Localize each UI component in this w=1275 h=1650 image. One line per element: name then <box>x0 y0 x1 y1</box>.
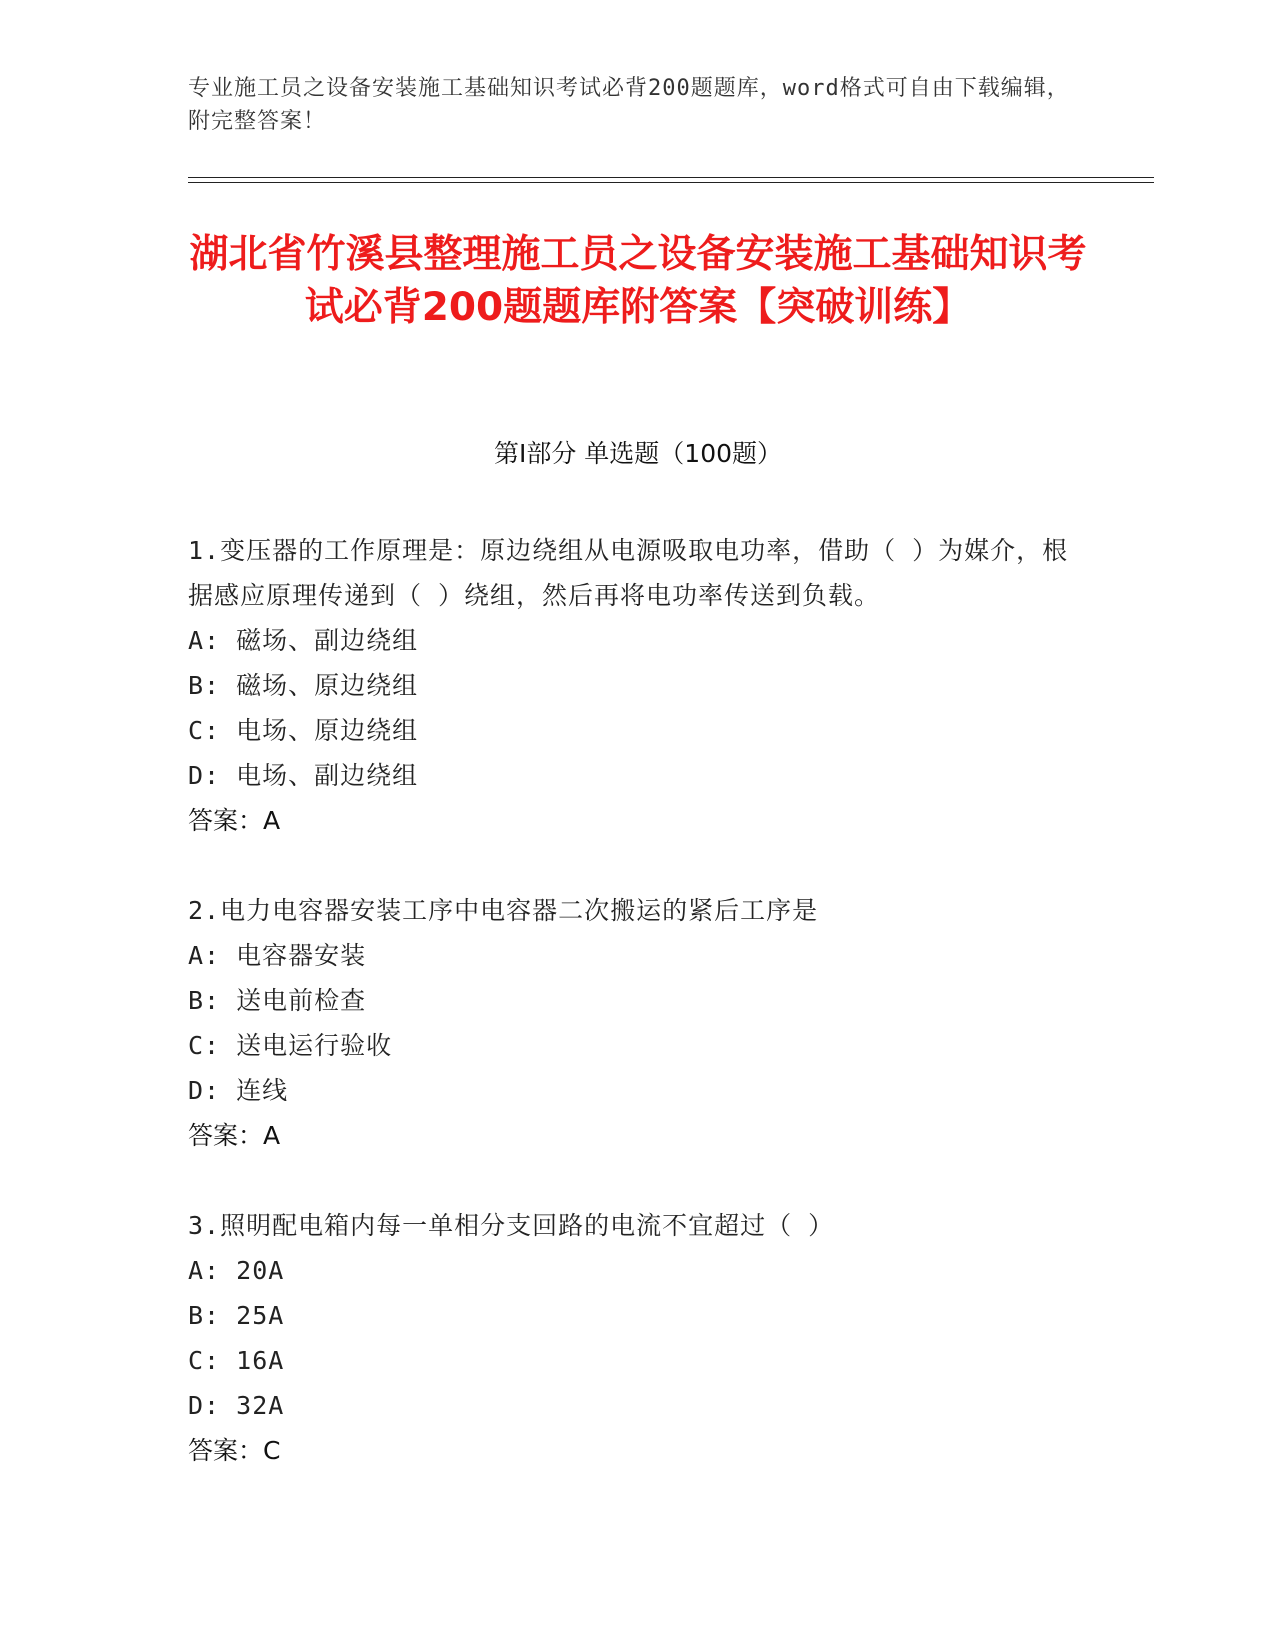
header-note: 专业施工员之设备安装施工基础知识考试必背200题题库，word格式可自由下载编辑，附完整答案！ <box>188 76 1070 134</box>
answer-label: 答案： <box>188 1436 264 1465</box>
option-b: B: 25A <box>188 1301 285 1330</box>
answer-line <box>188 798 1088 843</box>
answer-label: 答案： <box>188 1121 264 1150</box>
option-c: C: 16A <box>188 1346 285 1375</box>
option-d: D: 连线 <box>188 1076 289 1105</box>
header-divider-thick <box>188 177 1154 178</box>
question-text: 1.变压器的工作原理是：原边绕组从电源吸取电功率，借助（ ）为媒介，根据感应原理传递到（ ）绕组，然后再将电功率传送到负载。 <box>188 536 1069 610</box>
answer-line <box>188 1428 1088 1473</box>
header-divider-thin <box>188 182 1154 183</box>
document-title: 湖北省竹溪县整理施工员之设备安装施工基础知识考试必背200题题库附答案【突破训练】 <box>189 232 1087 330</box>
answer-line <box>188 1113 1088 1158</box>
option-d: D: 32A <box>188 1391 285 1420</box>
answer-value: A <box>263 806 281 835</box>
question-list <box>188 528 1088 1518</box>
option-c: C: 送电运行验收 <box>188 1031 393 1060</box>
section-heading: 第Ⅰ部分 单选题（100题） <box>493 439 783 468</box>
option-a: A: 20A <box>188 1256 285 1285</box>
option-b: B: 磁场、原边绕组 <box>188 671 419 700</box>
question-3 <box>188 1203 1088 1473</box>
question-text: 3.照明配电箱内每一单相分支回路的电流不宜超过（ ） <box>188 1211 835 1240</box>
answer-value: A <box>263 1121 281 1150</box>
question-text: 2.电力电容器安装工序中电容器二次搬运的紧后工序是 <box>188 896 819 925</box>
answer-value: C <box>263 1436 281 1465</box>
option-b: B: 送电前检查 <box>188 986 367 1015</box>
option-d: D: 电场、副边绕组 <box>188 761 419 790</box>
question-2 <box>188 888 1088 1158</box>
answer-label: 答案： <box>188 806 264 835</box>
question-1 <box>188 528 1088 843</box>
option-a: A: 磁场、副边绕组 <box>188 626 419 655</box>
option-c: C: 电场、原边绕组 <box>188 716 419 745</box>
option-a: A: 电容器安装 <box>188 941 367 970</box>
